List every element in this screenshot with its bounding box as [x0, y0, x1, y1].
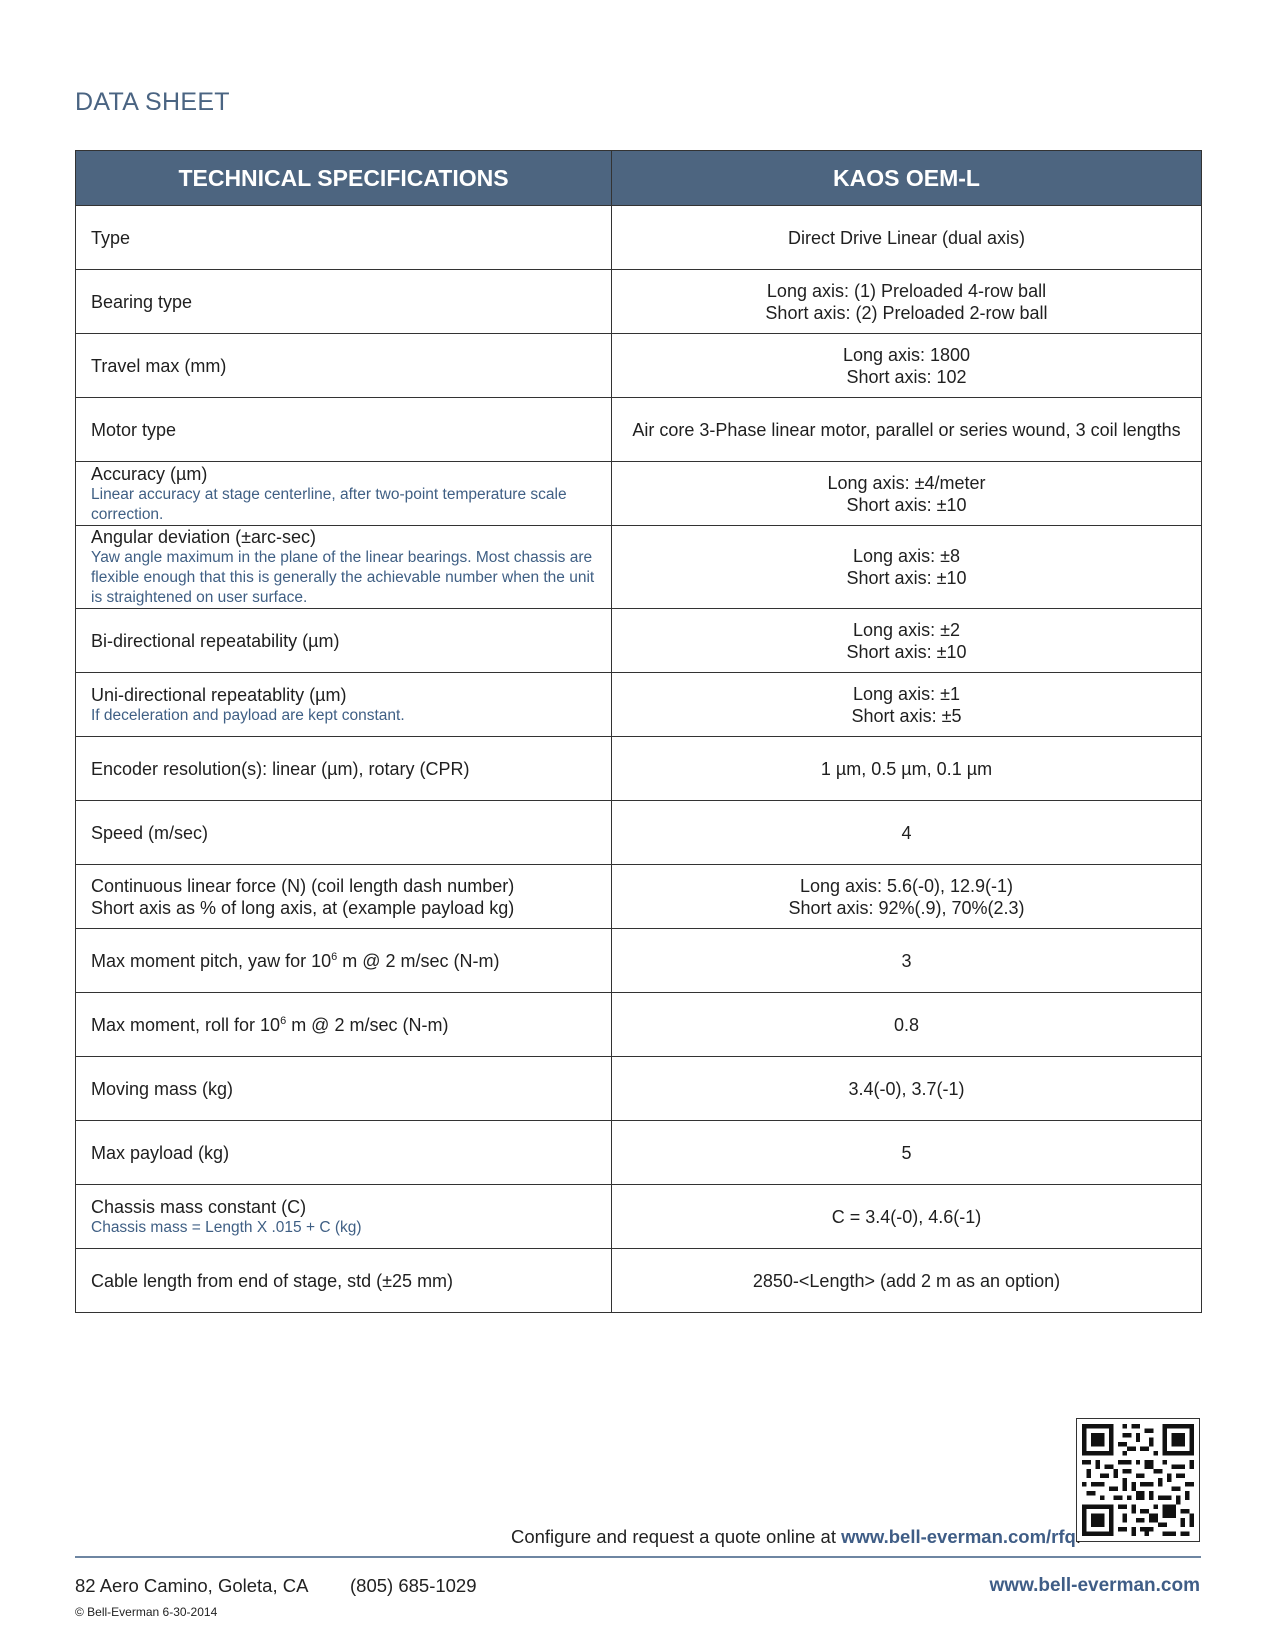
value-line: C = 3.4(-0), 4.6(-1): [831, 1206, 982, 1227]
value-line: Short axis: (2) Preloaded 2-row ball: [765, 302, 1048, 323]
spec-value: [612, 801, 1202, 865]
spec-label: [76, 526, 612, 609]
spec-label: [76, 865, 612, 929]
value-line: 3.4(-0), 3.7(-1): [848, 1078, 965, 1099]
spec-value: [612, 737, 1202, 801]
spec-note: Yaw angle maximum in the plane of the linear bearings. Most chassis are flexible enough that this is generally the achievable number when the unit is straightened on user surface.: [91, 549, 595, 606]
spec-name: Uni-directional repeatablity (µm): [91, 684, 347, 705]
spec-name: Angular deviation (±arc-sec): [91, 527, 316, 547]
table-row: [76, 398, 1202, 462]
spec-label: [76, 462, 612, 526]
spec-value: [612, 1185, 1202, 1249]
table-row: [76, 1185, 1202, 1249]
spec-value: [612, 993, 1202, 1057]
spec-value: [612, 865, 1202, 929]
quote-period: .: [1075, 1526, 1081, 1547]
spec-name-text: m @ 2 m/sec (N-m): [286, 1014, 449, 1035]
quote-text: Configure and request a quote online at: [510, 1526, 842, 1547]
spec-value: [612, 609, 1202, 673]
value-line: Long axis: ±8: [853, 546, 960, 566]
table-row: [76, 993, 1202, 1057]
spec-value: [612, 1121, 1202, 1185]
spec-value: [612, 462, 1202, 526]
spec-label: [76, 737, 612, 801]
spec-note: If deceleration and payload are kept constant.: [91, 706, 405, 724]
spec-label: [76, 398, 612, 462]
spec-name: Max payload (kg): [91, 1142, 230, 1163]
spec-value: [612, 1249, 1202, 1313]
spec-name-text: Max moment pitch, yaw for 10: [91, 950, 332, 971]
value-line: Short axis: ±5: [851, 705, 962, 726]
document-label: DATA SHEET: [75, 88, 230, 116]
spec-note: Linear accuracy at stage centerline, after two-point temperature scale correction.: [91, 485, 567, 523]
spec-label: [76, 993, 612, 1057]
spec-value: [612, 929, 1202, 993]
table-row: [76, 1121, 1202, 1185]
table-row: [76, 801, 1202, 865]
spec-label: [76, 609, 612, 673]
spec-name: Continuous linear force (N) (coil length dash number): [91, 875, 515, 896]
spec-name-text: m @ 2 m/sec (N-m): [337, 950, 500, 971]
value-line: Short axis: 102: [846, 366, 967, 387]
spec-name: [91, 1014, 601, 1036]
value-line: Air core 3-Phase linear motor, parallel or series wound, 3 coil lengths: [632, 419, 1181, 440]
spec-name: Moving mass (kg): [91, 1078, 234, 1099]
spec-name: Travel max (mm): [91, 355, 227, 376]
column-header-specifications: TECHNICAL SPECIFICATIONS: [76, 151, 612, 206]
spec-label: [76, 1121, 612, 1185]
spec-label: [76, 673, 612, 737]
value-line: 5: [901, 1142, 912, 1163]
spec-name: [91, 950, 601, 972]
spec-value: [612, 673, 1202, 737]
spec-name: Motor type: [91, 419, 177, 440]
spec-name: Bearing type: [91, 291, 193, 312]
footer-divider: [75, 1556, 1201, 1558]
value-line: 0.8: [893, 1014, 920, 1035]
spec-label: [76, 270, 612, 334]
table-row: [76, 462, 1202, 526]
table-row: [76, 270, 1202, 334]
company-website-link[interactable]: www.bell-everman.com: [989, 1575, 1200, 1596]
spec-name: Speed (m/sec): [91, 822, 209, 843]
spec-name: Short axis as % of long axis, at (example payload kg): [91, 897, 515, 918]
table-row: [76, 865, 1202, 929]
value-line: Long axis: ±4/meter: [827, 472, 986, 493]
exponent: 6: [331, 950, 338, 963]
value-line: 1 µm, 0.5 µm, 0.1 µm: [820, 758, 993, 779]
spec-value: [612, 398, 1202, 462]
spec-name: Accuracy (µm): [91, 463, 208, 484]
value-line: Long axis: 5.6(-0), 12.9(-1): [799, 875, 1014, 896]
spec-note: Chassis mass = Length X .015 + C (kg): [91, 1218, 362, 1236]
value-line: Short axis: ±10: [846, 641, 967, 662]
spec-label: [76, 801, 612, 865]
value-line: Long axis: ±2: [853, 619, 960, 640]
company-phone: (805) 685-1029: [350, 1575, 477, 1596]
spec-label: [76, 206, 612, 270]
spec-label: [76, 929, 612, 993]
table-row: [76, 334, 1202, 398]
value-line: 2850-<Length> (add 2 m as an option): [752, 1270, 1061, 1291]
table-row: [76, 673, 1202, 737]
table-row: [76, 929, 1202, 993]
spec-name: Type: [91, 227, 131, 248]
spec-name: Cable length from end of stage, std (±25 mm): [91, 1270, 454, 1291]
company-address: 82 Aero Camino, Goleta, CA: [75, 1575, 309, 1596]
spec-name-text: Max moment, roll for 10: [91, 1014, 281, 1035]
table-header-row: [76, 151, 1202, 206]
spec-value: [612, 270, 1202, 334]
spec-name: Bi-directional repeatability (µm): [91, 630, 340, 651]
spec-value: [612, 206, 1202, 270]
spec-name: Chassis mass constant (C): [91, 1196, 307, 1217]
value-line: 4: [901, 822, 912, 843]
spec-label: [76, 334, 612, 398]
table-row: [76, 609, 1202, 673]
spec-label: [76, 1057, 612, 1121]
table-row: [76, 737, 1202, 801]
value-line: Short axis: ±10: [846, 568, 967, 588]
value-line: Long axis: (1) Preloaded 4-row ball: [766, 280, 1047, 301]
column-header-product: KAOS OEM-L: [612, 151, 1202, 206]
copyright-notice: © Bell-Everman 6-30-2014: [75, 1605, 218, 1619]
specifications-table: [75, 150, 1202, 1313]
qr-code-icon[interactable]: [1076, 1418, 1200, 1542]
value-line: Direct Drive Linear (dual axis): [787, 227, 1026, 248]
quote-callout: [511, 1526, 1081, 1548]
value-line: Long axis: 1800: [842, 344, 971, 365]
spec-label: [76, 1249, 612, 1313]
value-line: Long axis: ±1: [853, 683, 960, 704]
qr-code-graphic: [1082, 1424, 1194, 1536]
spec-name: Encoder resolution(s): linear (µm), rotary (CPR): [91, 758, 470, 779]
spec-value: [612, 334, 1202, 398]
spec-value: [612, 526, 1202, 609]
table-row: [76, 1057, 1202, 1121]
table-row: [76, 206, 1202, 270]
spec-value: [612, 1057, 1202, 1121]
value-line: Short axis: 92%(.9), 70%(2.3): [788, 897, 1025, 918]
value-line: 3: [901, 950, 912, 971]
spec-label: [76, 1185, 612, 1249]
value-line: Short axis: ±10: [846, 494, 967, 515]
table-row: [76, 1249, 1202, 1313]
table-row: [76, 526, 1202, 609]
exponent: 6: [280, 1014, 287, 1027]
rfq-link[interactable]: www.bell-everman.com/rfq: [841, 1526, 1076, 1547]
